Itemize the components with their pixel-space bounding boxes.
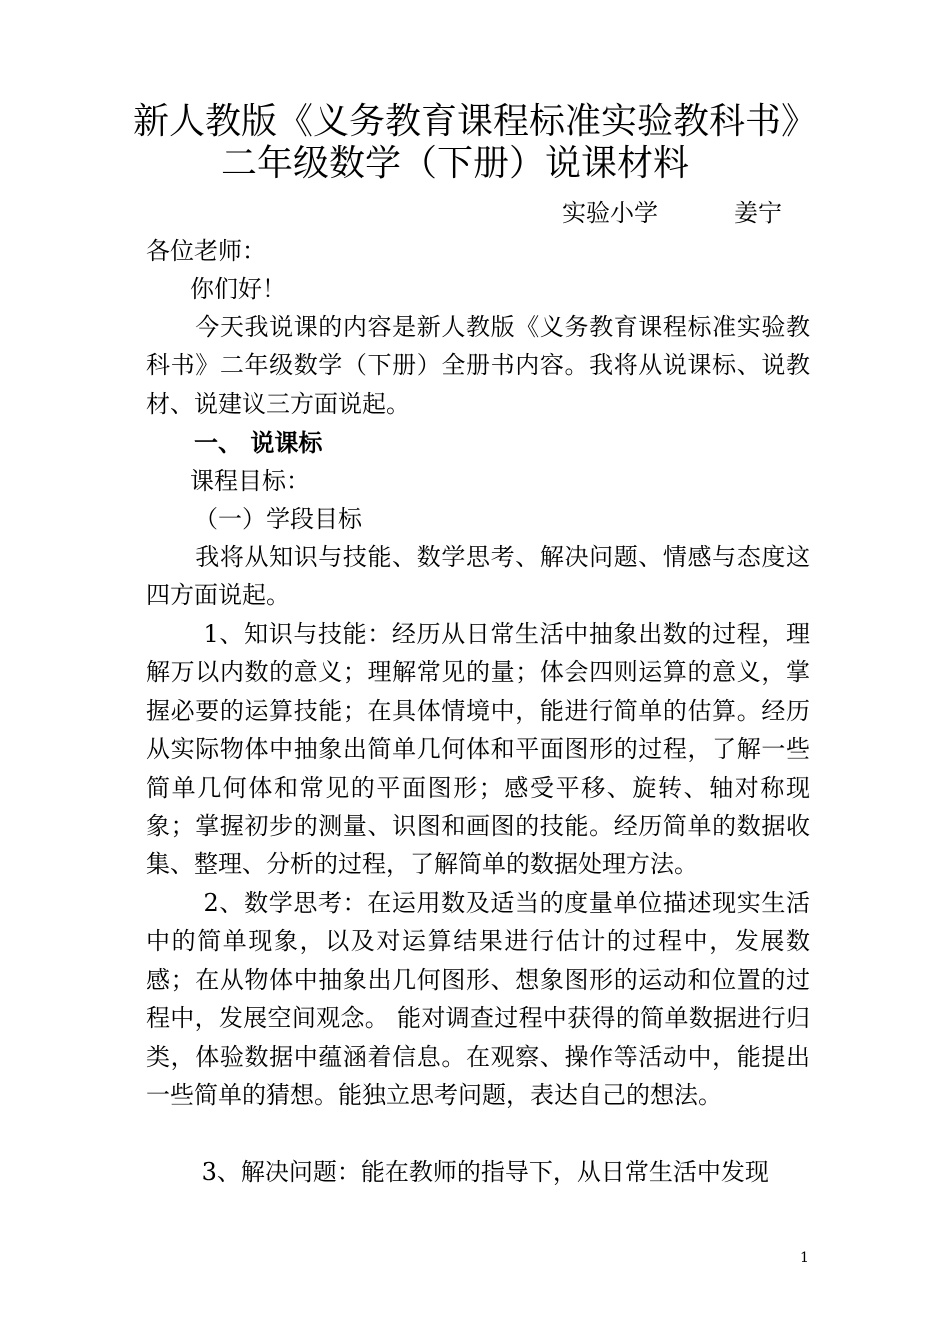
item2-paragraph: 2、数学思考：在运用数及适当的度量单位描述现实生活中的简单现象，以及对运算结果进行估计的过程中，发展数感；在从物体中抽象出几何图形、想象图形的运动和位置的过程中，发展空间观念。 能对调查过程中获得的简单数据进行归类，体验数据中蕴涵着信息。在观察、操作等活动中，能提出一些简单的猜想。能独立思考问题，表达自己的想法。: [146, 889, 810, 1110]
author-line: [562, 196, 782, 230]
document-title-line2: 二年级数学（下册）说课材料: [220, 143, 689, 184]
intro-paragraph: 今天我说课的内容是新人教版《义务教育课程标准实验教科书》二年级数学（下册）全册书内容。我将从说课标、说教材、说建议三方面说起。: [146, 313, 810, 418]
school-name: 实验小学: [562, 199, 658, 227]
author-name: 姜宁: [734, 199, 782, 227]
page-number: 1: [800, 1250, 809, 1266]
section-heading: 一、 说课标: [194, 429, 323, 457]
greeting: 你们好！: [190, 275, 286, 303]
salutation: 各位老师：: [146, 237, 266, 265]
item1-paragraph: 1、知识与技能：经历从日常生活中抽象出数的过程，理解万以内数的意义；理解常见的量；体会四则运算的意义，掌握必要的运算技能；在具体情境中，能进行简单的估算。经历从实际物体中抽象出简单几何体和平面图形的过程，了解一些简单几何体和常见的平面图形；感受平移、旋转、轴对称现象；掌握初步的测量、识图和画图的技能。经历简单的数据收集、整理、分析的过程，了解简单的数据处理方法。: [146, 620, 810, 879]
document-title-line1: 新人教版《义务教育课程标准实验教科书》: [132, 101, 817, 142]
course-goal-label: 课程目标：: [190, 467, 310, 495]
stage-goal-label: （一）学段目标: [194, 505, 362, 533]
four-aspects-paragraph: 我将从知识与技能、数学思考、解决问题、情感与态度这四方面说起。: [146, 543, 810, 610]
item3-paragraph: 3、解决问题：能在教师的指导下，从日常生活中发现: [146, 1158, 769, 1186]
